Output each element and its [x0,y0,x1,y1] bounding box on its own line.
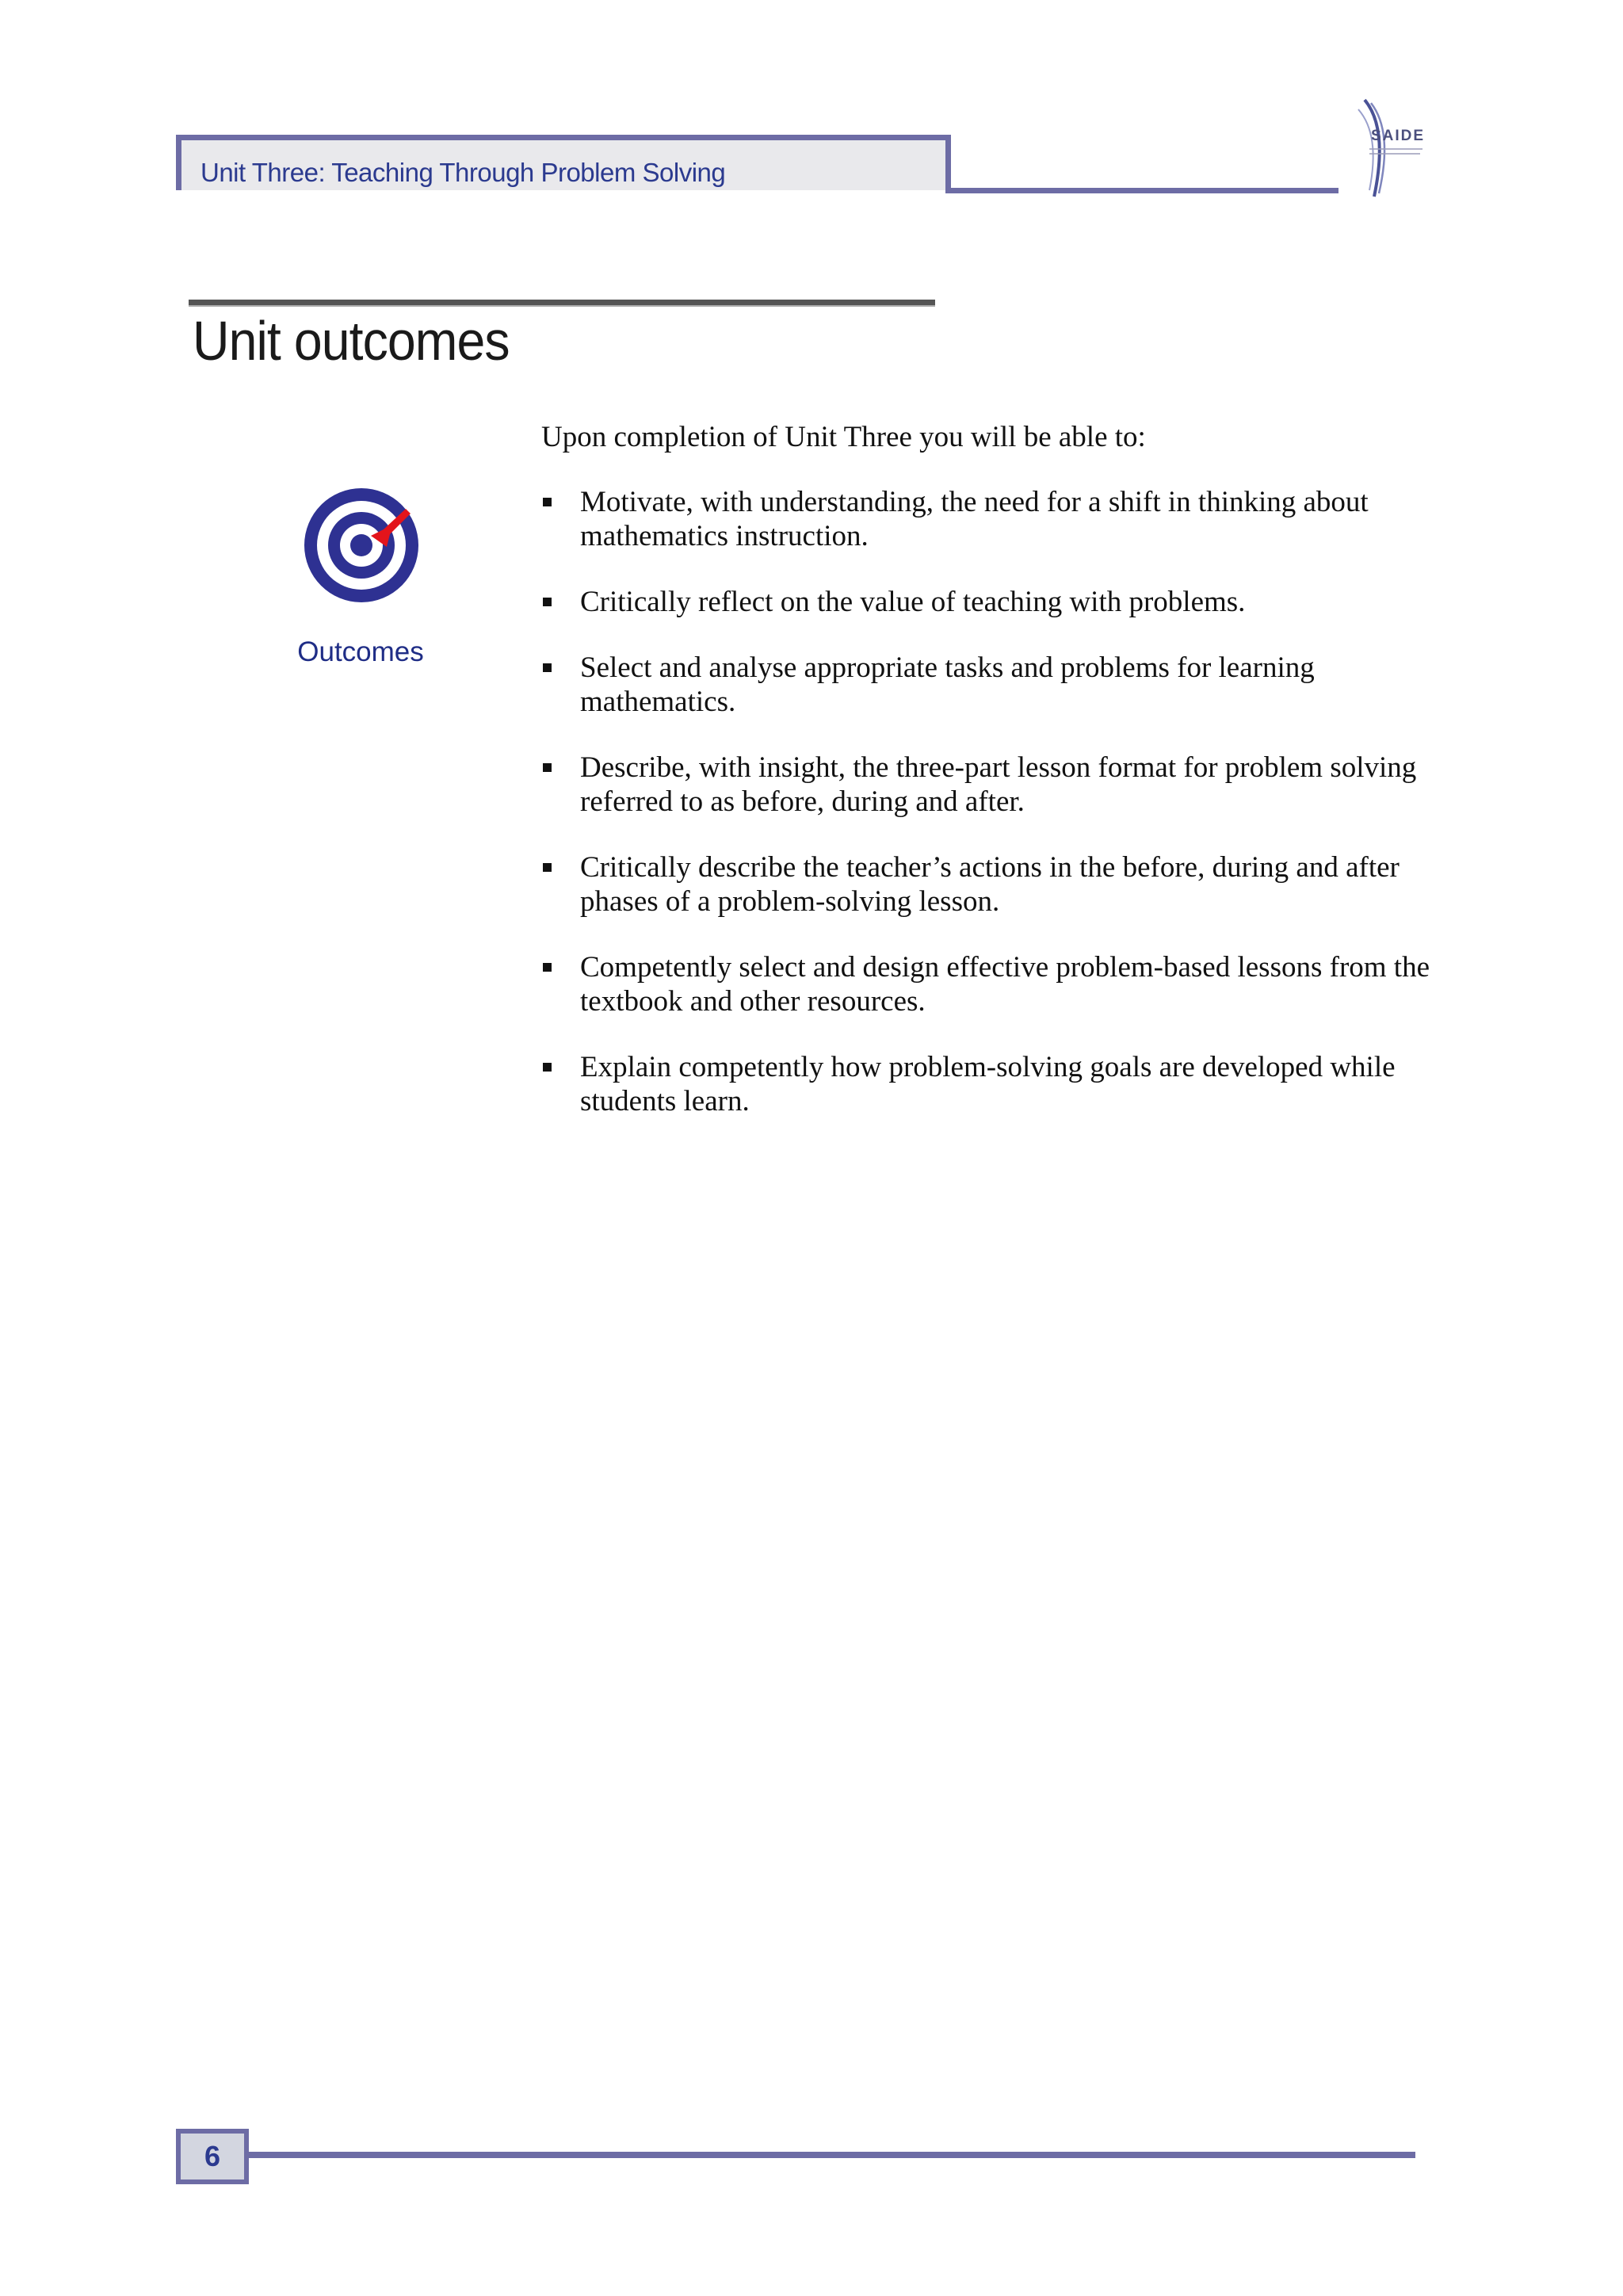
list-item [541,950,1445,1018]
saide-logo-mark [1347,97,1442,200]
square-bullet-icon [543,498,552,506]
list-item [541,485,1445,553]
list-item-text: Explain competently how problem-solving goals are developed while students learn. [580,1051,1396,1117]
square-bullet-icon [543,963,552,972]
list-item [541,751,1445,819]
outcomes-list [541,485,1445,1150]
saide-logo [1347,97,1442,200]
running-header-title: Unit Three: Teaching Through Problem Solving [200,158,726,187]
intro-text: Upon completion of Unit Three you will be able to: [541,421,1146,453]
list-item [541,1050,1445,1118]
list-item-text: Motivate, with understanding, the need for a shift in thinking about mathematics instruction. [580,486,1369,552]
section-rule [189,300,935,307]
list-item-text: Critically describe the teacher’s actions in the before, during and after phases of a problem-solving lesson. [580,851,1400,918]
header-rule [945,188,1338,193]
footer-rule [249,2152,1415,2158]
running-header [176,135,951,190]
square-bullet-icon [543,1063,552,1072]
list-item-text: Critically reflect on the value of teaching with problems. [580,586,1246,618]
page-title: Unit outcomes [193,310,510,372]
list-item-text: Select and analyse appropriate tasks and problems for learning mathematics. [580,651,1315,718]
list-item-text: Describe, with insight, the three-part lesson format for problem solving referred to as before, during and after. [580,751,1417,818]
square-bullet-icon [543,863,552,872]
outcomes-icon-label: Outcomes [297,636,424,667]
square-bullet-icon [543,763,552,772]
target-icon [301,485,422,606]
square-bullet-icon [543,598,552,606]
logo-text: SAIDE [1371,128,1426,144]
list-item-text: Competently select and design effective problem-based lessons from the textbook and other resources. [580,951,1430,1018]
list-item [541,651,1445,719]
square-bullet-icon [543,663,552,672]
list-item [541,850,1445,919]
page-number: 6 [204,2140,221,2172]
list-item [541,585,1445,619]
page-number-box [176,2129,249,2184]
